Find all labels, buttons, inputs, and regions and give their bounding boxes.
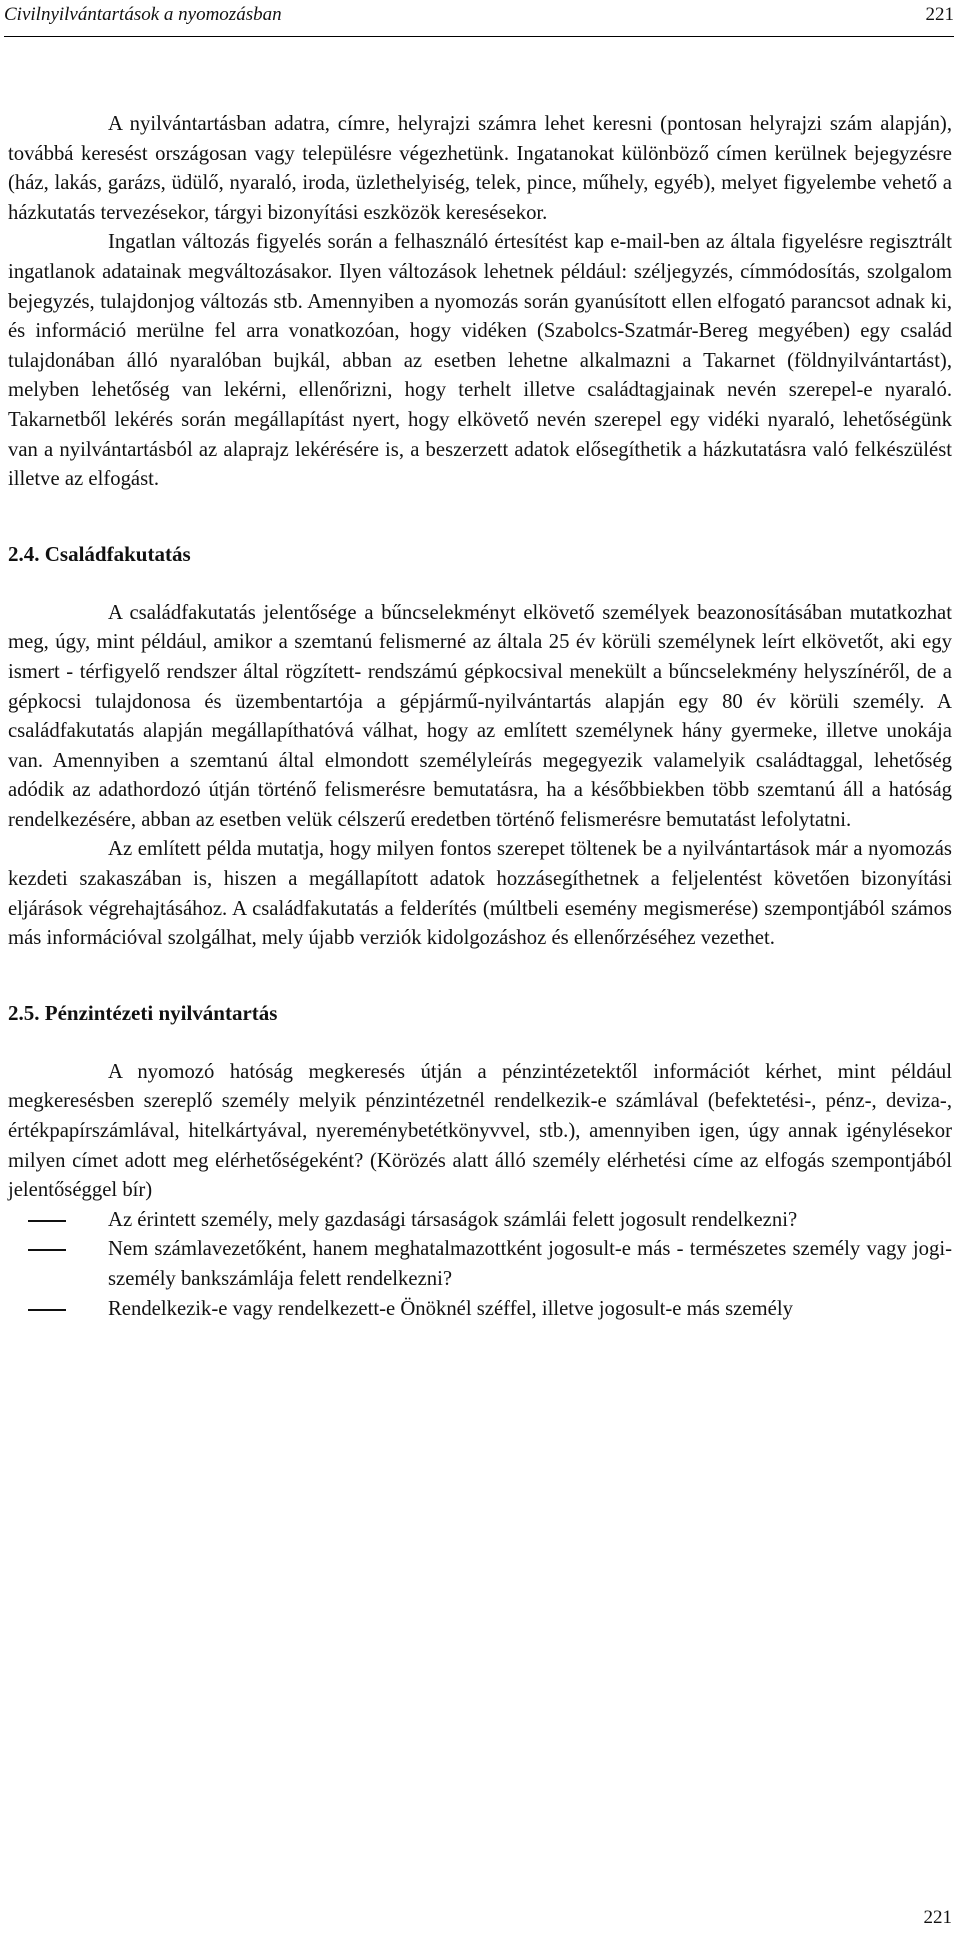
list-item-text: Az érintett személy, mely gazdasági társaságok számlái felett jogosult rendelkezni?: [108, 1208, 798, 1231]
list-item: [8, 1295, 952, 1325]
section-heading: 2.4. Családfakutatás: [8, 541, 191, 566]
list-item-text: Rendelkezik-e vagy rendelkezett-e Önöknél széffel, illetve jogosult-e más személy: [108, 1297, 793, 1320]
question-list: [8, 1206, 952, 1324]
list-item-text: Nem számlavezetőként, hanem meghatalmazottként jogosult-e más - természetes személy vagy jogi- személy bankszámlája felett rendelkezni?: [108, 1238, 952, 1290]
section-heading: 2.5. Pénzintézeti nyilvántartás: [8, 1000, 278, 1025]
paragraph: A nyomozó hatóság megkeresés útján a pénzintézetektől információt kérhet, mint például megkeresésben szereplő személy melyik pénzintézetnél rendelkezik-e számlával (befektetési-, pénz-, deviza-, értékpapírszámlával, hitelkártyával, nyereménybetétkönyvvel, stb.), amennyiben igen, úgy annak igénylésekor milyen címet adott meg elérhetőségeként? (Körözés alatt álló személy elérhetési címe az elfogás szempontjából jelentőséggel bír): [8, 1060, 952, 1202]
paragraph: A családfakutatás jelentősége a bűncselekményt elkövető személyek beazonosításában mutatkozhat meg, úgy, mint például, amikor a szemtanú felismerné az általa 25 év körüli személynek leírt elkövetőt, aki egy ismert - térfigyelő rendszer által rögzített- rendszámú gépkocsival menekült a bűncselekmény helyszínéről, de a gépkocsi tulajdonosa és üzembentartója a gépjármű-nyilvántartás alapján egy 80 év körüli személy. A családfakutatás alapján megállapíthatóvá válhat, hogy az említett személynek hány gyermeke, illetve unokája van. Amennyiben a szemtanú által elmondott személyleírás megegyezik valamelyik családtaggal, lehetőség adódik az adathordozó útján történő felismerésre bemutatásra, ha a későbbiekben több szemtanú áll a hatóság rendelkezésére, abban az esetben velük célszerű eredetben történő felismerésre bemutatást lefolytatni.: [8, 601, 952, 831]
running-header: [4, 0, 954, 37]
page-content: [8, 110, 952, 1324]
list-item: [8, 1235, 952, 1294]
paragraph: A nyilvántartásban adatra, címre, helyrajzi számra lehet keresni (pontosan helyrajzi szám alapján), továbbá keresést országosan vagy településre végezhetünk. Ingatanokat különböző címen kerülnek bejegyzésre (ház, lakás, garázs, üdülő, nyaraló, iroda, üzlethelyiség, telek, pince, műhely, egyéb), melyet figyelembe vehető a házkutatás tervezésekor, tárgyi bizonyítási eszközök keresésekor.: [8, 113, 952, 224]
dash-bullet-icon: [28, 1220, 66, 1222]
paragraph: Az említett példa mutatja, hogy milyen fontos szerepet töltenek be a nyilvántartások már a nyomozás kezdeti szakaszában is, hiszen a megállapított adatok hozzásegíthetnek a feljelentést követően bizonyítási eljárások végrehajtásához. A családfakutatás a felderítés (múltbeli esemény megismerése) szempontjából számos más információval szolgálhat, mely újabb verziók kidolgozáshoz és ellenőrzéséhez vezethet.: [8, 838, 952, 950]
section-2-5: [8, 998, 952, 1324]
header-title: Civilnyilvántartások a nyomozásban: [4, 4, 282, 25]
paragraph: Ingatlan változás figyelés során a felhasználó értesítést kap e-mail-ben az általa figyelésre regisztrált ingatlanok adatainak megváltozásakor. Ilyen változások lehetnek például: széljegyzés, címmódosítás, szolgalom bejegyzés, tulajdonjog változás stb. Amennyiben a nyomozás során gyanúsított ellen elfogató parancsot adnak ki, és információ merülne fel arra vonatkozóan, hogy vidéken (Szabolcs-Szatmár-Bereg megyében) egy család tulajdonában álló nyaralóban bujkál, abban az esetben lehetne alkalmazni a Takarnet (földnyilvántartást), melyben lehetőség van lekérni, ellenőrizni, hogy terhelt illetve családtagjainak nevén szerepel-e nyaraló. Takarnetből lekérés során megállapítást nyert, hogy elkövető nevén szerepel egy vidéki nyaraló, lehetőségünk van a nyilvántartásból az alaprajz lekérésére is, a beszerzett adatok elősegíthetik a házkutatásra való felkészülést illetve az elfogást.: [8, 231, 952, 491]
list-item: [8, 1206, 952, 1236]
footer-page-number: 221: [923, 1907, 952, 1928]
section-2-4: [8, 539, 952, 954]
header-page-number: 221: [925, 4, 954, 25]
dash-bullet-icon: [28, 1249, 66, 1251]
dash-bullet-icon: [28, 1309, 66, 1311]
